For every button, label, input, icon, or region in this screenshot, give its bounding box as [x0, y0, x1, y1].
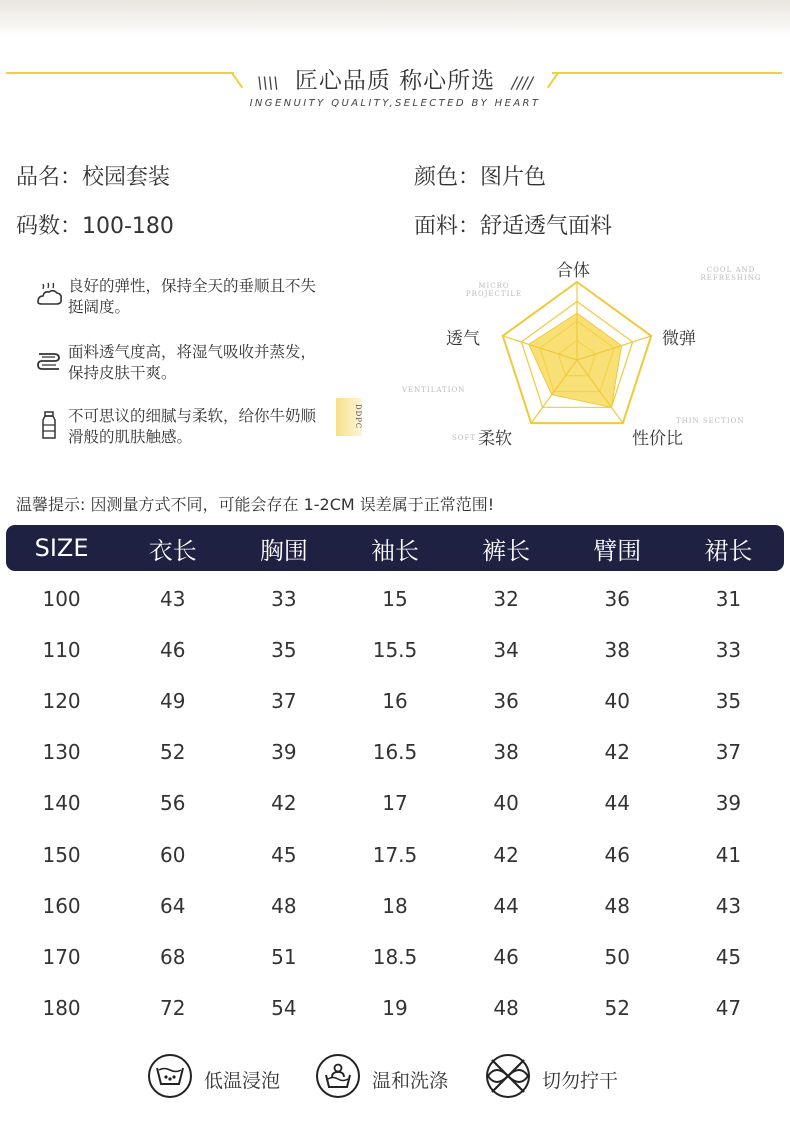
table-cell: 38 — [493, 740, 519, 765]
product-name: 品名：校园套装 — [16, 165, 171, 190]
table-cell: 43 — [159, 586, 186, 611]
product-color: 颜色：图片色 — [414, 165, 547, 190]
radar-en-label: MICRO PROJECTILE — [465, 282, 523, 298]
radar-graphic — [480, 276, 674, 436]
table-cell: 32 — [493, 586, 519, 611]
breathable-icon — [34, 346, 64, 376]
table-cell: 42 — [604, 740, 630, 765]
table-cell: 52 — [159, 740, 186, 765]
measurement-tip: 温馨提示: 因测量方式不同，可能会存在 1-2CM 误差属于正常范围! — [16, 495, 495, 514]
header-arm: 臂围 — [593, 536, 642, 565]
top-fade — [0, 0, 790, 38]
feature-item — [34, 342, 324, 384]
table-cell: 68 — [159, 944, 186, 969]
care-label: 切勿拧干 — [542, 1070, 619, 1092]
table-cell: 51 — [271, 944, 297, 969]
table-cell: 18.5 — [372, 944, 418, 969]
table-cell: 38 — [604, 637, 630, 662]
table-cell: 47 — [715, 996, 742, 1021]
table-row — [6, 880, 784, 931]
table-row — [6, 829, 784, 880]
table-cell: 130 — [42, 740, 81, 765]
table-cell: 42 — [271, 791, 297, 816]
table-cell: 39 — [715, 791, 742, 816]
feature-item — [34, 406, 324, 448]
header-skirt: 裙长 — [704, 536, 753, 565]
table-cell: 33 — [271, 586, 297, 611]
table-header — [6, 525, 784, 571]
table-row — [6, 624, 784, 675]
title-text: 匠心品质 称心所选 — [294, 68, 496, 94]
table-cell: 120 — [42, 688, 81, 713]
milk-bottle-icon — [34, 410, 64, 440]
table-cell: 170 — [42, 944, 81, 969]
radar-label-fit: 合体 — [556, 261, 590, 281]
table-cell: 45 — [715, 944, 742, 969]
page-title — [0, 62, 790, 95]
table-cell: 46 — [493, 944, 519, 969]
table-cell: 46 — [159, 637, 186, 662]
table-cell: 40 — [604, 688, 630, 713]
table-cell: 46 — [604, 842, 630, 867]
low-temp-soak-icon — [156, 1064, 184, 1088]
table-cell: 64 — [159, 893, 186, 918]
header-chest: 胸围 — [259, 536, 308, 565]
header-sleeve: 袖长 — [370, 536, 419, 565]
table-row — [6, 727, 784, 778]
gentle-wash-icon — [324, 1063, 352, 1089]
table-cell: 18 — [382, 893, 408, 918]
table-row — [6, 778, 784, 829]
radar-label-stretch: 微弹 — [662, 329, 696, 349]
feature-text: 良好的弹性，保持全天的垂顺且不失挺阔度。 — [68, 277, 317, 316]
table-cell: 54 — [271, 996, 297, 1021]
radar-label-value: 性价比 — [632, 429, 683, 449]
table-cell: 37 — [715, 740, 742, 765]
size-table — [6, 525, 784, 1034]
ddpc-stamp: DDPC — [336, 398, 362, 436]
table-row — [6, 983, 784, 1034]
table-cell: 36 — [604, 586, 630, 611]
table-cell: 48 — [604, 893, 630, 918]
radar-en-label: THIN SECTION — [676, 417, 745, 425]
table-cell: 37 — [271, 688, 297, 713]
table-cell: 72 — [159, 996, 186, 1021]
table-cell: 140 — [42, 791, 81, 816]
table-cell: 160 — [42, 893, 81, 918]
title-slashes-left: \\\\ — [256, 73, 279, 92]
table-cell: 100 — [42, 586, 81, 611]
fabric: 面料：舒适透气面料 — [414, 214, 613, 239]
table-cell: 50 — [604, 944, 630, 969]
table-cell: 60 — [159, 842, 186, 867]
table-cell: 48 — [493, 996, 519, 1021]
table-cell: 31 — [715, 586, 742, 611]
header-pants: 裤长 — [482, 536, 531, 565]
radar-en-label: SOFT — [452, 434, 477, 442]
feature-text: 面料透气度高，将湿气吸收并蒸发，保持皮肤干爽。 — [68, 343, 317, 382]
table-cell: 39 — [271, 740, 297, 765]
table-row — [6, 931, 784, 982]
table-row — [6, 675, 784, 726]
table-cell: 41 — [715, 842, 742, 867]
header-size: SIZE — [34, 534, 89, 562]
table-cell: 43 — [715, 893, 742, 918]
table-cell: 48 — [271, 893, 297, 918]
care-label: 温和洗涤 — [372, 1070, 449, 1092]
table-cell: 110 — [42, 637, 81, 662]
table-row — [6, 573, 784, 624]
size-range: 码数：100-180 — [16, 214, 174, 239]
table-cell: 15 — [382, 586, 408, 611]
table-cell: 44 — [493, 893, 519, 918]
table-cell: 180 — [42, 996, 81, 1021]
table-cell: 52 — [604, 996, 630, 1021]
page-subtitle: INGENUITY QUALITY,SELECTED BY HEART — [249, 98, 541, 109]
table-cell: 56 — [159, 791, 186, 816]
radar-label-breathable: 透气 — [446, 329, 480, 349]
table-cell: 17 — [382, 791, 408, 816]
table-cell: 15.5 — [372, 637, 418, 662]
table-cell: 36 — [493, 688, 519, 713]
table-cell: 45 — [271, 842, 297, 867]
radar-label-soft: 柔软 — [478, 429, 512, 449]
title-slashes-right: //// — [511, 73, 534, 92]
radar-value-area — [529, 313, 622, 407]
table-cell: 16.5 — [372, 740, 418, 765]
table-body — [6, 571, 784, 1034]
table-cell: 42 — [493, 842, 519, 867]
table-cell: 19 — [382, 996, 408, 1021]
feature-text: 不可思议的细腻与柔软，给你牛奶顺滑般的肌肤触感。 — [68, 407, 317, 446]
table-cell: 44 — [604, 791, 630, 816]
elastic-icon — [34, 280, 64, 310]
feature-item — [34, 276, 324, 318]
care-label: 低温浸泡 — [204, 1070, 281, 1092]
no-wring-icon — [484, 1058, 532, 1094]
table-cell: 17.5 — [372, 842, 418, 867]
table-cell: 40 — [493, 791, 519, 816]
radar-en-label: COOL AND REFRESHING — [700, 266, 762, 282]
table-cell: 35 — [715, 688, 742, 713]
radar-en-label: VENTILATION — [402, 386, 466, 394]
table-cell: 49 — [159, 688, 186, 713]
table-cell: 16 — [382, 688, 408, 713]
table-cell: 34 — [493, 637, 519, 662]
header-length: 衣长 — [148, 536, 197, 565]
table-cell: 150 — [42, 842, 81, 867]
table-cell: 35 — [271, 637, 297, 662]
table-cell: 33 — [715, 637, 742, 662]
